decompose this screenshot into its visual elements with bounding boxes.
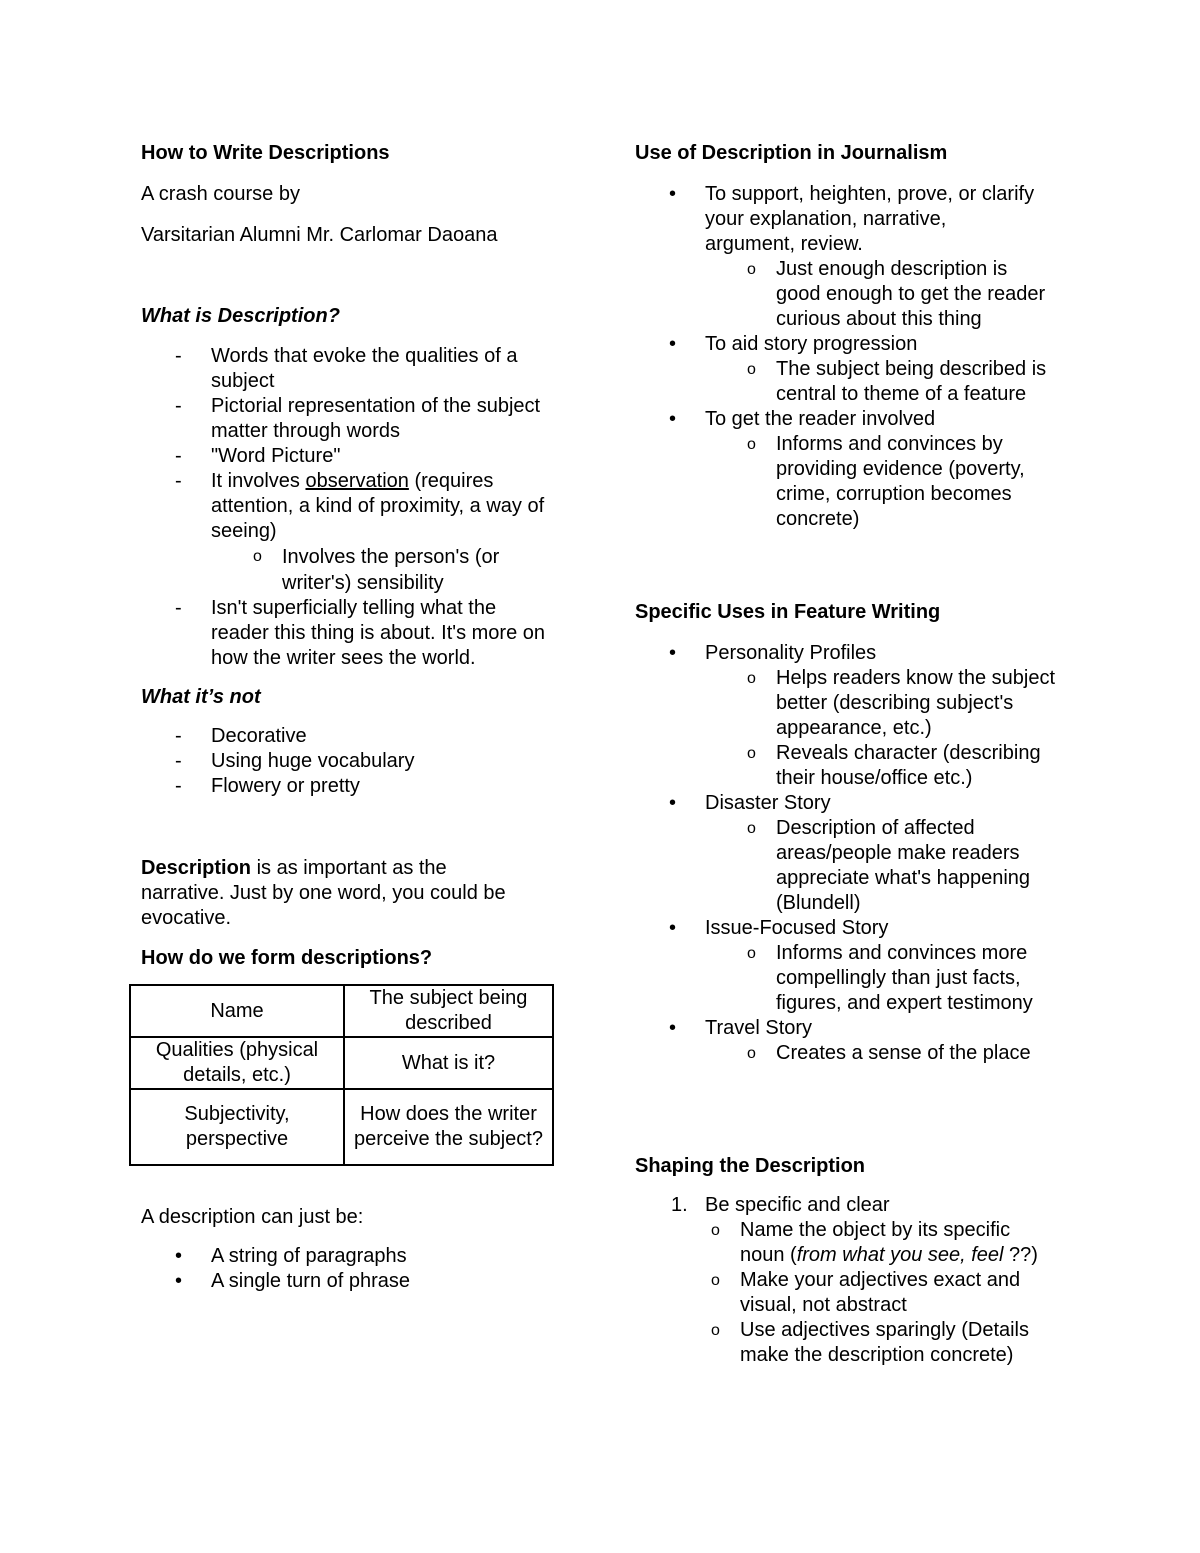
list-item: • Travel Story: [669, 1017, 813, 1039]
document-title: How to Write Descriptions: [141, 142, 390, 164]
subtitle: A crash course by: [141, 183, 300, 205]
journalism-list: [635, 182, 1055, 532]
importance-paragraph: Description is as important as the narrative. Just by one word, you could be evocative.: [141, 857, 506, 929]
sub-list-item: o Involves the person's (or writer's) sensibility: [253, 546, 500, 594]
dash-marker: -: [175, 395, 182, 417]
list-item: - Using huge vocabulary: [175, 750, 415, 772]
list-item: • A string of paragraphs: [175, 1245, 407, 1267]
table-cell: How does the writer perceive the subject?: [344, 1089, 553, 1165]
table-cell: The subject being described: [344, 985, 553, 1037]
circle-bullet-icon: o: [747, 261, 756, 278]
circle-bullet-icon: o: [747, 361, 756, 378]
list-number: 1.: [671, 1194, 688, 1216]
author-line: Varsitarian Alumni Mr. Carlomar Daoana: [141, 224, 498, 246]
table-cell: Qualities (physical details, etc.): [130, 1037, 344, 1089]
feature-writing-heading: Specific Uses in Feature Writing: [635, 601, 941, 623]
circle-bullet-icon: o: [747, 745, 756, 762]
circle-bullet-icon: o: [711, 1272, 720, 1289]
can-be-list: [141, 1244, 551, 1294]
table-cell: Name: [130, 985, 344, 1037]
table-row: [130, 1037, 553, 1089]
bullet-icon: •: [669, 917, 677, 939]
circle-bullet-icon: o: [747, 670, 756, 687]
table-row: [130, 985, 553, 1037]
shaping-heading: Shaping the Description: [635, 1155, 866, 1177]
description-bold-term: Description: [141, 857, 252, 879]
dash-marker: -: [175, 470, 182, 492]
list-item: • To get the reader involved: [669, 408, 936, 430]
sub-list-item: o Informs and convinces by providing evidence (poverty, crime, corruption becomes concrete): [747, 433, 1025, 530]
shaping-list: [635, 1193, 1060, 1368]
list-item: • Disaster Story: [669, 792, 831, 814]
table-cell: What is it?: [344, 1037, 553, 1089]
circle-bullet-icon: o: [747, 436, 756, 453]
sub-list-item: o Description of affected areas/people make readers appreciate what's happening (Blundell): [747, 817, 1031, 914]
list-item: • To support, heighten, prove, or clarify your explanation, narrative, argument, review.: [669, 183, 1035, 255]
list-item: - Decorative: [175, 725, 307, 747]
list-item: • To aid story progression: [669, 333, 918, 355]
bullet-icon: •: [669, 642, 677, 664]
bullet-icon: •: [669, 408, 677, 430]
circle-bullet-icon: o: [747, 820, 756, 837]
circle-bullet-icon: o: [747, 945, 756, 962]
list-item: - Words that evoke the qualities of a subject: [175, 345, 518, 392]
dash-marker: -: [175, 725, 182, 747]
dash-marker: -: [175, 750, 182, 772]
feature-writing-list: [635, 641, 1060, 1066]
bullet-icon: •: [669, 183, 677, 205]
description-table: [129, 984, 554, 1166]
journalism-heading: Use of Description in Journalism: [635, 142, 948, 164]
sub-list-item: o Creates a sense of the place: [747, 1042, 1031, 1064]
what-its-not-heading: What it’s not: [141, 686, 261, 708]
circle-bullet-icon: o: [747, 1045, 756, 1062]
sub-list-item: o Helps readers know the subject better (describing subject's appearance, etc.): [747, 667, 1056, 739]
list-item: 1. Be specific and clear: [671, 1194, 890, 1216]
can-be-intro: A description can just be:: [141, 1206, 364, 1228]
list-item: - It involves observation (requires attention, a kind of proximity, a way of seeing): [175, 470, 545, 542]
observation-underlined: observation: [305, 470, 409, 492]
dash-marker: -: [175, 597, 182, 619]
bullet-icon: •: [669, 792, 677, 814]
list-item: • A single turn of phrase: [175, 1270, 411, 1292]
circle-bullet-icon: o: [711, 1222, 720, 1239]
bullet-icon: •: [669, 333, 677, 355]
list-item: - Pictorial representation of the subject matter through words: [175, 395, 541, 442]
list-item: • Personality Profiles: [669, 642, 877, 664]
table-cell: Subjectivity, perspective: [130, 1089, 344, 1165]
sub-list-item: o Name the object by its specific noun (from what you see, feel ??): [711, 1219, 1038, 1266]
form-descriptions-heading: How do we form descriptions?: [141, 947, 433, 969]
list-item: • Issue-Focused Story: [669, 917, 889, 939]
what-is-description-heading: What is Description?: [141, 305, 340, 327]
table-row: [130, 1089, 553, 1165]
bullet-icon: •: [175, 1245, 183, 1267]
circle-bullet-icon: o: [253, 548, 262, 565]
bullet-icon: •: [669, 1017, 677, 1039]
dash-marker: -: [175, 445, 182, 467]
list-item: - "Word Picture": [175, 445, 341, 467]
sub-list-item: o The subject being described is central to theme of a feature: [747, 358, 1047, 405]
bullet-icon: •: [175, 1270, 183, 1292]
list-item: - Isn't superficially telling what the reader this thing is about. It's more on how the writer sees the world.: [175, 597, 545, 669]
sub-list-item: o Make your adjectives exact and visual, not abstract: [711, 1269, 1021, 1316]
what-is-description-list: [141, 344, 551, 671]
sub-list-item: o Just enough description is good enough to get the reader curious about this thing: [747, 258, 1046, 330]
sub-list-item: o Reveals character (describing their house/office etc.): [747, 742, 1041, 789]
circle-bullet-icon: o: [711, 1322, 720, 1339]
list-item: - Flowery or pretty: [175, 775, 360, 797]
what-its-not-list: [141, 724, 551, 799]
dash-marker: -: [175, 775, 182, 797]
sub-list-item: o Use adjectives sparingly (Details make the description concrete): [711, 1319, 1030, 1366]
dash-marker: -: [175, 345, 182, 367]
sub-list-item: o Informs and convinces more compellingly than just facts, figures, and expert testimony: [747, 942, 1033, 1014]
